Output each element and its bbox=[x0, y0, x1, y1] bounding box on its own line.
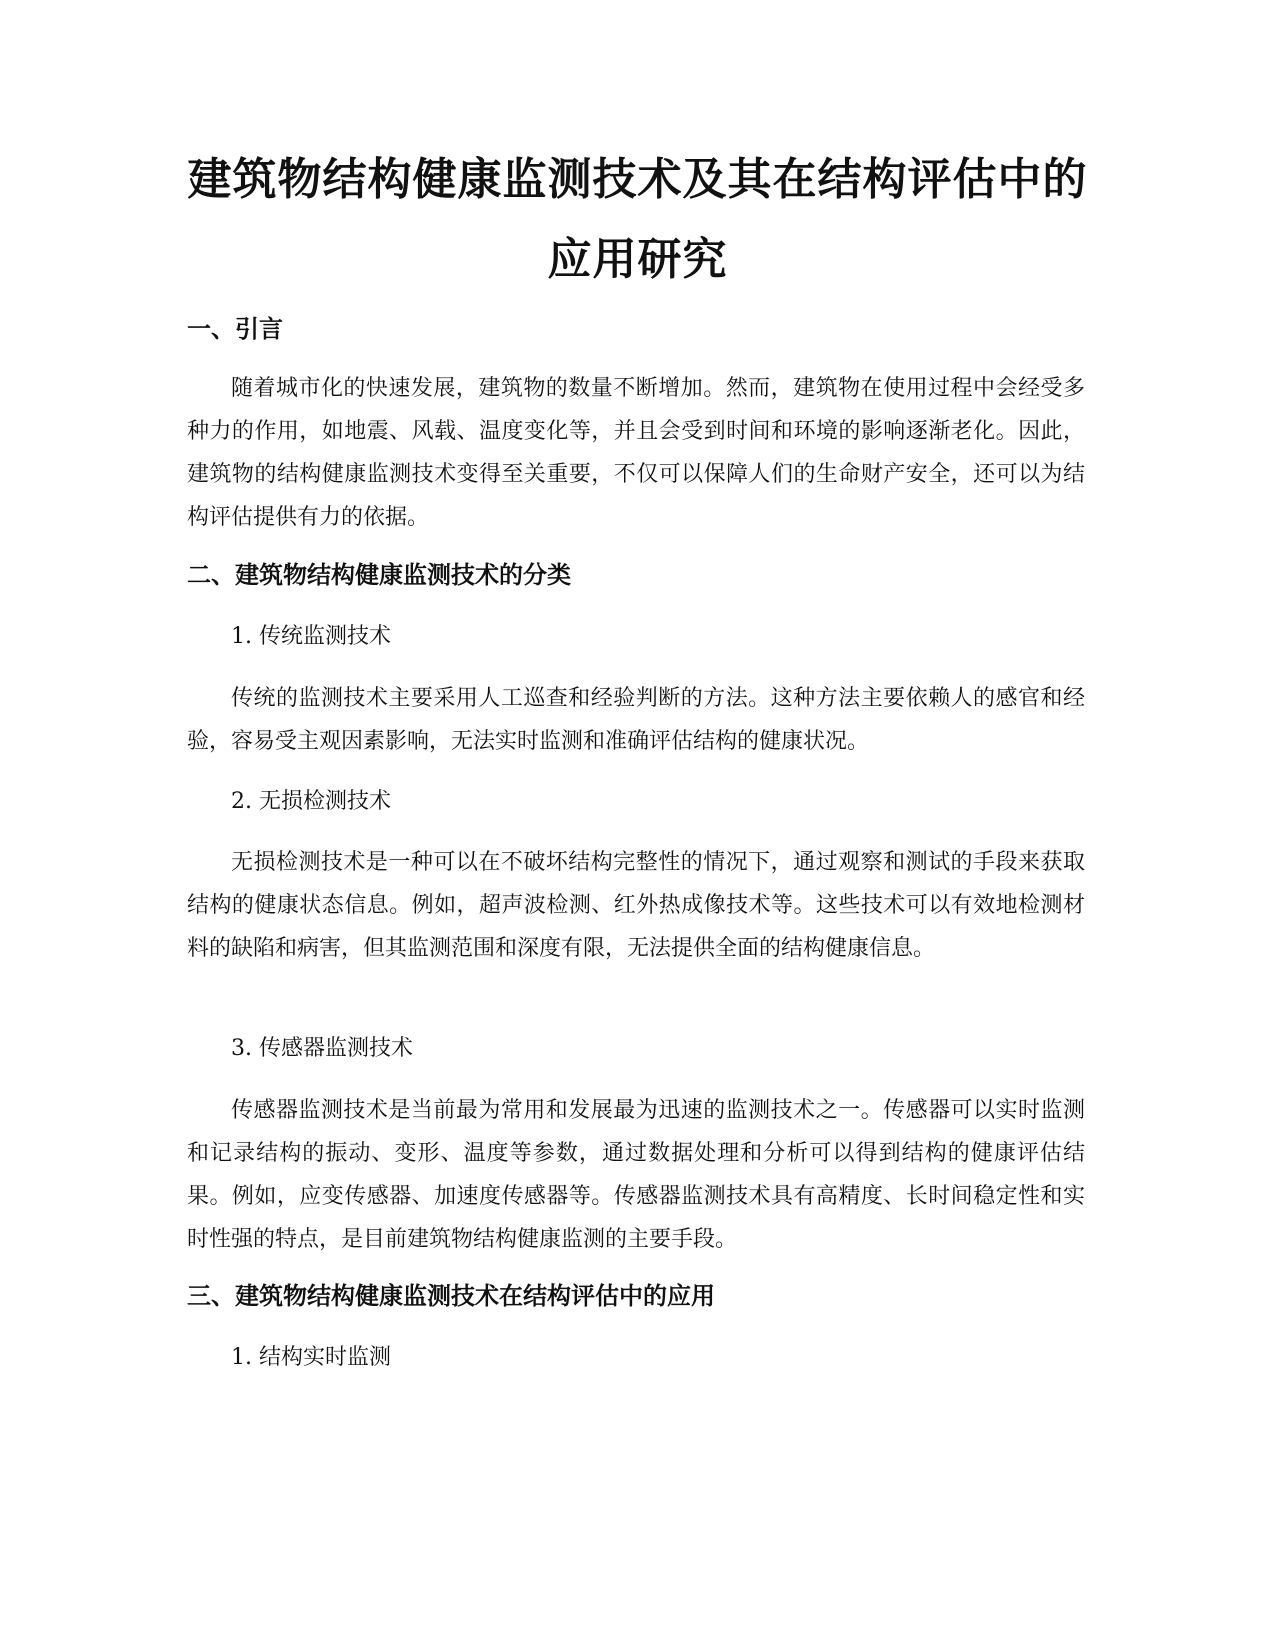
item-nondestructive-testing: 2. 无损检测技术 bbox=[231, 789, 391, 814]
item-sensor-monitoring: 3. 传感器监测技术 bbox=[231, 1036, 413, 1061]
introduction-paragraph: 随着城市化的快速发展，建筑物的数量不断增加。然而，建筑物在使用过程中会经受多种力的作用，如地震、风载、温度变化等，并且会受到时间和环境的影响逐渐老化。因此，建筑物的结构健康监测技术变得至关重要，不仅可以保障人们的生命财产安全，还可以为结构评估提供有力的依据。 bbox=[187, 376, 1085, 530]
section-heading-application: 三、建筑物结构健康监测技术在结构评估中的应用 bbox=[187, 1282, 715, 1310]
item-realtime-monitoring: 1. 结构实时监测 bbox=[231, 1345, 391, 1370]
traditional-monitoring-paragraph: 传统的监测技术主要采用人工巡查和经验判断的方法。这种方法主要依赖人的感官和经验，容易受主观因素影响，无法实时监测和准确评估结构的健康状况。 bbox=[187, 686, 1085, 754]
document-title: 建筑物结构健康监测技术及其在结构评估中的应用研究 bbox=[187, 154, 1088, 285]
section-heading-introduction: 一、引言 bbox=[187, 315, 283, 343]
item-traditional-monitoring: 1. 传统监测技术 bbox=[231, 624, 391, 649]
sensor-monitoring-paragraph: 传感器监测技术是当前最为常用和发展最为迅速的监测技术之一。传感器可以实时监测和记录结构的振动、变形、温度等参数，通过数据处理和分析可以得到结构的健康评估结果。例如，应变传感器、加速度传感器等。传感器监测技术具有高精度、长时间稳定性和实时性强的特点，是目前建筑物结构健康监测的主要手段。 bbox=[187, 1098, 1085, 1252]
section-heading-classification: 二、建筑物结构健康监测技术的分类 bbox=[187, 561, 571, 589]
nondestructive-testing-paragraph: 无损检测技术是一种可以在不破坏结构完整性的情况下，通过观察和测试的手段来获取结构的健康状态信息。例如，超声波检测、红外热成像技术等。这些技术可以有效地检测材料的缺陷和病害，但其监测范围和深度有限，无法提供全面的结构健康信息。 bbox=[187, 850, 1085, 961]
